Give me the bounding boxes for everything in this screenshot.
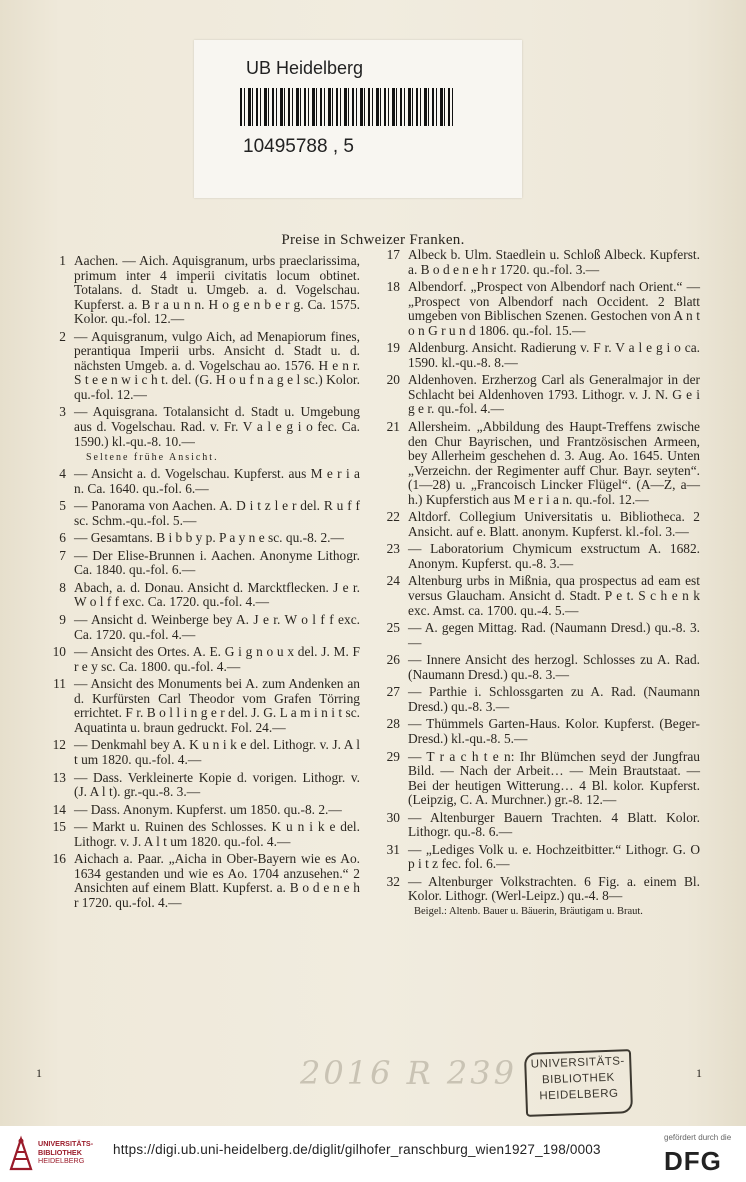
entry-number: 8 <box>59 579 66 595</box>
catalog-entry <box>52 769 360 800</box>
entry-number: 10 <box>52 644 66 660</box>
entry-text: — Ansicht a. d. Vogelschau. Kupferst. aus M e r i a n. Ca. 1640. qu.-fol. 6.— <box>74 466 360 496</box>
entry-number: 21 <box>386 419 400 435</box>
entry-note: Beigel.: Altenb. Bauer u. Bäuerin, Bräutigam u. Braut. <box>414 905 643 917</box>
entry-number: 32 <box>386 873 400 889</box>
pencil-shelfmark: 2016 R 239 <box>300 1054 517 1092</box>
catalog-entry <box>386 340 700 370</box>
entry-text: — Laboratorium Chymicum exstructum A. 1682. Anonym. Kupferst. qu.-8. 3.— <box>408 541 700 571</box>
catalog-entry <box>386 573 700 618</box>
catalog-entry <box>386 372 700 417</box>
barcode-image <box>240 88 454 126</box>
catalog-entry <box>58 405 360 449</box>
entry-number: 13 <box>52 769 66 785</box>
catalog-entry <box>58 467 360 496</box>
entry-text: — Aquisgranum, vulgo Aich, ad Menapiorum fines, perantiqua Imperii urbs. Ansicht d. Stadt u. d. nächsten Umgeb. a. d. Vogelschau ao. 1576. H e n r. S t e e n w i c h t. del. (G. H o u f n a g e l sc.) Kolor. qu.-fol. 12.— <box>74 328 360 402</box>
entry-number: 22 <box>386 509 400 525</box>
catalog-entry <box>386 279 700 338</box>
entry-number: 27 <box>386 684 400 700</box>
entry-note: Seltene frühe Ansicht. <box>86 452 219 464</box>
entry-number: 3 <box>59 404 66 420</box>
entry-number: 4 <box>59 466 66 482</box>
permalink-url[interactable]: https://digi.ub.uni-heidelberg.de/diglit/gilhofer_ranschburg_wien1927_198/0003 <box>113 1142 601 1157</box>
entry-text: — Denkmahl bey A. K u n i k e del. Lithogr. v. J. A l t um 1820. qu.-fol. 4.— <box>74 737 360 767</box>
funded-by-text: gefördert durch die <box>664 1133 732 1142</box>
catalog-entry <box>52 851 360 910</box>
catalog-entry <box>386 247 700 277</box>
entry-text: — Ansicht d. Weinberge bey A. J e r. W o l f f exc. Ca. 1720. qu.-fol. 4.— <box>74 612 360 642</box>
university-seal-icon <box>8 1135 34 1171</box>
stamp-line: UNIVERSITÄTS- <box>530 1055 625 1071</box>
entry-text: Altdorf. Collegium Universitatis u. Bibliotheca. 2 Ansicht. auf e. Blatt. anonym. Kupferst. kl.-fol. 3.— <box>408 509 700 539</box>
entry-number: 29 <box>386 748 400 764</box>
catalog-entry <box>386 873 700 904</box>
catalog-entry <box>58 581 360 610</box>
barcode-number: 10495788 , 5 <box>243 136 354 157</box>
entry-number: 7 <box>59 547 66 563</box>
entry-text: Allersheim. „Abbildung des Haupt-Treffens zwische den Chur Bayrischen, und Frantzösischen Armeen, bey Allerheim geschehen d. 3. Aug. Ao. 1645. Unten „Verzeichn. der Regimenter auff Chur. Bayr. seyten“. (1—28) u. „Francoisch Lincker Flügel“. (A—Z, a—h.) Kupferstich aus M e r i a n. qu.-fol. 12.— <box>408 419 700 507</box>
entry-text: — Der Elise-Brunnen i. Aachen. Anonyme Lithogr. Ca. 1840. qu.-fol. 6.— <box>74 547 360 578</box>
entry-number: 26 <box>386 652 400 668</box>
entry-text: — Dass. Anonym. Kupferst. um 1850. qu.-8. 2.— <box>74 801 342 817</box>
viewer-footer <box>0 1126 746 1182</box>
library-label-title: UB Heidelberg <box>246 58 364 78</box>
entry-text: Aachen. — Aich. Aquisgranum, urbs praeclarissima, primum inter 4 imperii civitatis locum obtinet. Totalans. d. Stadt u. Umgeb. a. d. Vogelschau. Kupferst. a. B r a u n n. H o g e n b e r g. Ca. 1575. Kolor. qu.-fol. 12.— <box>74 253 360 327</box>
entry-text: Aldenburg. Ansicht. Radierung v. F r. V a l e g i o ca. 1590. kl.-qu.-8. 8.— <box>408 340 700 370</box>
entry-text: — A. gegen Mittag. Rad. (Naumann Dresd.) qu.-8. 3.— <box>408 620 700 650</box>
catalog-entry <box>386 716 700 746</box>
entry-number: 25 <box>386 620 400 636</box>
catalog-entry <box>386 620 700 650</box>
logo-line: BIBLIOTHEK <box>38 1147 82 1157</box>
catalog-entry <box>58 531 360 546</box>
entry-number: 17 <box>386 247 400 262</box>
library-stamp <box>524 1049 633 1117</box>
entry-number: 12 <box>52 737 66 753</box>
catalog-entry <box>386 809 700 840</box>
catalog-entry <box>386 652 700 682</box>
entry-text: — Gesamtans. B i b b y p. P a y n e sc. qu.-8. 2.— <box>74 530 344 546</box>
catalog-entry <box>58 330 360 403</box>
catalog-entry <box>386 684 700 714</box>
entry-text: — Altenburger Bauern Trachten. 4 Blatt. Kolor. Lithogr. qu.-8. 6.— <box>408 809 700 840</box>
entry-number: 23 <box>386 541 400 557</box>
entry-number: 20 <box>386 372 400 388</box>
stamp-line: BIBLIOTHEK <box>541 1071 615 1087</box>
catalog-entry <box>52 644 360 674</box>
catalog-entry <box>52 801 360 818</box>
logo-line: HEIDELBERG <box>38 1156 85 1166</box>
entry-text: — Ansicht des Ortes. A. E. G i g n o u x del. J. M. F r e y sc. Ca. 1800. qu.-fol. 4.— <box>74 644 360 674</box>
entry-number: 31 <box>386 841 400 857</box>
entry-text: — Aquisgrana. Totalansicht d. Stadt u. Umgebung aus d. Vogelschau. Rad. v. Fr. V a l e g i o fec. Ca. 1590.) kl.-qu.-8. 10.— <box>74 404 360 449</box>
entry-text: — Markt u. Ruinen des Schlosses. K u n i k e del. Lithogr. v. J. A l t um 1820. qu.-fol. 4.— <box>74 819 360 849</box>
entry-text: Albeck b. Ulm. Staedlein u. Schloß Albeck. Kupferst. a. B o d e n e h r 1720. qu.-fol. 3.— <box>408 247 700 277</box>
entry-number: 19 <box>386 340 400 356</box>
catalog-entry <box>53 676 360 735</box>
left-column <box>52 253 360 910</box>
entry-text: — „Lediges Volk u. e. Hochzeitbitter.“ Lithogr. G. O p i t z fec. fol. 6.— <box>408 841 700 872</box>
catalog-entry <box>386 541 700 571</box>
catalog-entry <box>52 819 360 849</box>
entry-number: 16 <box>52 851 66 867</box>
page-heading: Preise in Schweizer Franken. <box>281 232 465 248</box>
entry-text: — Ansicht des Monuments bei A. zum Andenken an d. Kurfürsten Carl Theodor vom Grafen Törring errichtet. F r. B o l l i n g e r del. J. G. L a m i n i t sc. Aquatinta u. braun gedruckt. Fol. 24.— <box>74 676 360 735</box>
catalog-entry <box>58 499 360 528</box>
entry-text: Aichach a. Paar. „Aicha in Ober-Bayern wie es Ao. 1634 gestanden und wie es Ao. 1704 anzusehen.“ 2 Ansichten auf einem Blatt. Kupferst. a. B o d e n e h r 1720. qu.-fol. 4.— <box>74 851 360 910</box>
catalog-entry <box>58 254 360 327</box>
entry-text: Altenburg urbs in Mißnia, qua prospectus ad eam est versus Glaucham. Ansicht d. Stadt. P e t. S c h e n k exc. Amst. ca. 1700. qu.-4. 5.— <box>408 573 700 618</box>
university-logo-text <box>38 1140 93 1166</box>
entry-text: Abach, a. d. Donau. Ansicht d. Marcktflecken. J e r. W o l f f exc. Ca. 1720. qu.-fol. 4.— <box>74 579 360 610</box>
entry-number: 28 <box>386 716 400 732</box>
stamp-line: HEIDELBERG <box>539 1087 619 1103</box>
catalog-entry <box>386 419 700 507</box>
entry-number: 24 <box>386 573 400 589</box>
catalog-entry <box>386 748 700 808</box>
entry-text: — Parthie i. Schlossgarten zu A. Rad. (Naumann Dresd.) qu.-8. 3.— <box>408 684 700 714</box>
entry-text: — Innere Ansicht des herzogl. Schlosses zu A. Rad. (Naumann Dresd.) qu.-8. 3.— <box>408 652 700 682</box>
entry-text: — Altenburger Volkstrachten. 6 Fig. a. einem Bl. Kolor. Lithogr. (Werl-Leipz.) qu.-4. 8— <box>408 873 700 904</box>
entry-text: — T r a c h t e n: Ihr Blümchen seyd der Jungfrau Bild. — Nach der Arbeit… — Mein Brautstaat. — Bei der heutigen Witterung… 4 Bl. kolor. Kupferst. (Leipzig, C. A. Murchner.) gr.-8. 12.— <box>408 748 700 808</box>
dfg-logo: DFG <box>664 1146 722 1176</box>
catalog-entry <box>52 737 360 767</box>
entry-text: — Thümmels Garten-Haus. Kolor. Kupferst. (Beger-Dresd.) kl.-qu.-8. 5.— <box>408 716 700 746</box>
entry-text: — Dass. Verkleinerte Kopie d. vorigen. Lithogr. v. (J. A l t). gr.-qu.-8. 3.— <box>74 769 360 800</box>
catalog-entry <box>58 549 360 578</box>
entry-number: 11 <box>53 676 66 692</box>
catalog-entry <box>386 509 700 539</box>
page-mark-right: 1 <box>696 1066 702 1080</box>
entry-text: — Panorama von Aachen. A. D i t z l e r del. R u f f sc. Schm.-qu.-fol. 5.— <box>74 498 360 528</box>
entry-number: 18 <box>386 279 400 295</box>
entry-text: Aldenhoven. Erzherzog Carl als Generalmajor in der Schlacht bei Aldenhoven 1793. Lithogr. v. J. N. G e i g e r. qu.-fol. 4.— <box>408 372 700 417</box>
entry-number: 15 <box>52 819 66 835</box>
catalog-entry <box>58 613 360 642</box>
entry-number: 6 <box>59 530 66 546</box>
entry-number: 14 <box>52 801 66 817</box>
page-mark-left: 1 <box>36 1066 42 1080</box>
right-column <box>386 247 700 918</box>
entry-number: 30 <box>386 809 400 825</box>
entry-number: 1 <box>59 253 66 268</box>
entry-text: Albendorf. „Prospect von Albendorf nach Orient.“ — „Prospect von Albendorf nach Occident. 2 Blatt umgeben von Biblischen Szenen. Gestochen von A n t o n G r u n d 1806. qu.-fol. 15.— <box>408 279 700 338</box>
entry-number: 2 <box>59 328 66 344</box>
catalog-entry <box>386 841 700 872</box>
entry-number: 9 <box>59 612 66 628</box>
entry-number: 5 <box>59 498 66 514</box>
logo-line: UNIVERSITÄTS- <box>38 1139 94 1148</box>
